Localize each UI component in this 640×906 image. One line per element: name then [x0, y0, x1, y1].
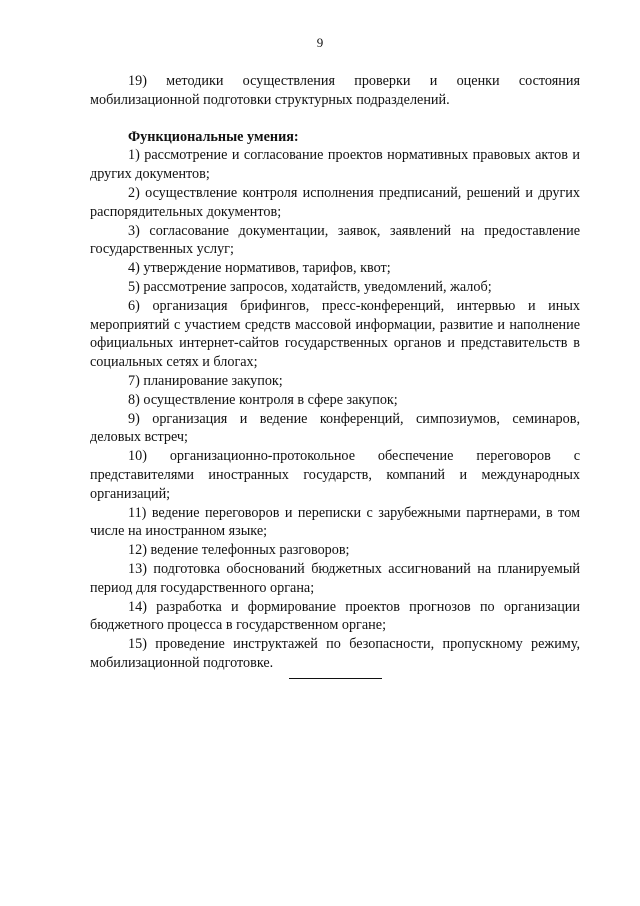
list-item: 12) ведение телефонных разговоров; [128, 542, 350, 559]
intro-item: 19) методики осуществления проверки и оценки состояния мобилизационной подготовки структурных подразделений. [90, 73, 580, 108]
section-heading: Функциональные умения: [128, 128, 299, 145]
list-item: 1) рассмотрение и согласование проектов нормативных правовых актов и других документов; [90, 147, 580, 183]
list-item: 7) планирование закупок; [128, 372, 283, 389]
skills-list [90, 146, 580, 672]
list-item: 14) разработка и формирование проектов прогнозов по организации бюджетного процесса в государственном органе; [90, 598, 580, 634]
list-item: 4) утверждение нормативов, тарифов, квот; [128, 260, 391, 277]
list-item: 9) организация и ведение конференций, симпозиумов, семинаров, деловых встреч; [90, 410, 580, 446]
end-rule [289, 678, 382, 679]
list-item: 2) осуществление контроля исполнения предписаний, решений и других распорядительных документов; [90, 184, 580, 220]
page-number: 9 [316, 35, 324, 50]
list-item: 10) организационно-протокольное обеспечение переговоров с представителями иностранных государств, компаний и международных организаций; [90, 448, 580, 502]
list-item: 15) проведение инструктажей по безопасности, пропускному режиму, мобилизационной подготовке. [90, 636, 580, 671]
document-body [90, 72, 580, 673]
list-item: 11) ведение переговоров и переписки с зарубежными партнерами, в том числе на иностранном языке; [90, 504, 580, 540]
list-item: 3) согласование документации, заявок, заявлений на предоставление государственных услуг; [90, 222, 580, 258]
list-item: 13) подготовка обоснований бюджетных ассигнований на планируемый период для государственного органа; [90, 560, 580, 596]
list-item: 5) рассмотрение запросов, ходатайств, уведомлений, жалоб; [128, 278, 492, 295]
list-item: 8) осуществление контроля в сфере закупок; [128, 391, 398, 408]
list-item: 6) организация брифингов, пресс-конференций, интервью и иных мероприятий с участием средств массовой информации, развитие и наполнение официальных интернет-сайтов государственных органов и представительств в социальных сетях и блогах; [90, 297, 580, 371]
